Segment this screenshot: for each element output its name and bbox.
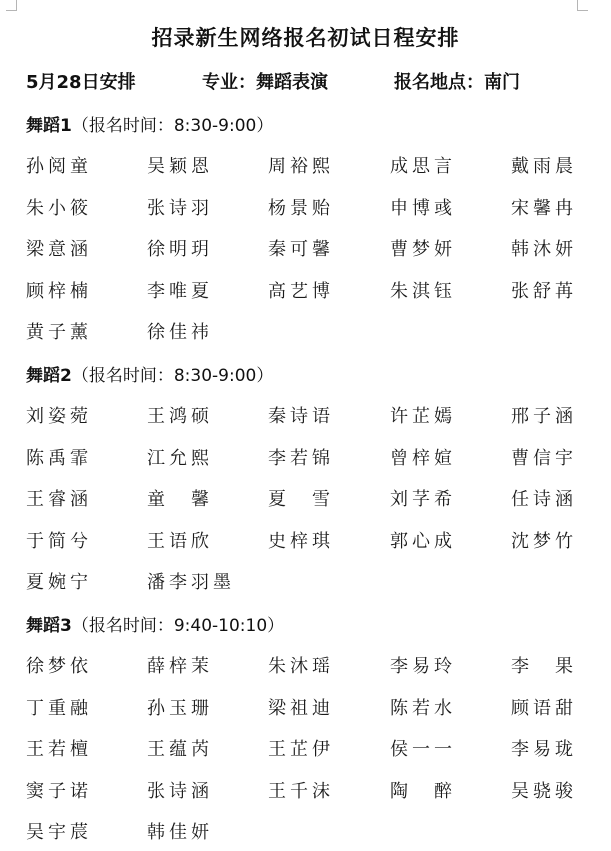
student-name: 王若檀 — [26, 739, 92, 760]
student-name: 潘李羽墨 — [147, 572, 235, 593]
student-name: 王睿涵 — [26, 489, 92, 510]
student-name: 吴颖恩 — [147, 156, 213, 177]
student-name: 宋馨冉 — [511, 197, 577, 219]
student-name: 徐佳祎 — [147, 322, 213, 343]
student-name: 徐明玥 — [147, 239, 213, 260]
document-title: 招录新生网络报名初试日程安排 — [151, 25, 460, 50]
student-name: 夏婉宁 — [26, 572, 92, 593]
student-name: 韩佳妍 — [147, 822, 213, 843]
student-name: 曹信宇 — [511, 447, 577, 469]
student-name: 朱沐瑶 — [268, 656, 334, 677]
student-name: 高艺博 — [268, 280, 334, 302]
student-name: 童 馨 — [147, 489, 213, 510]
student-name: 江允熙 — [147, 447, 213, 469]
student-name: 陈若水 — [390, 697, 456, 719]
student-name: 张诗涵 — [147, 780, 213, 802]
student-name: 李若锦 — [268, 447, 334, 469]
student-name: 顾语甜 — [511, 697, 577, 719]
student-name: 陈禹霏 — [26, 447, 92, 469]
section-heading-time: （报名时间：8:30-9:00） — [71, 366, 274, 386]
student-name: 杨景贻 — [268, 197, 334, 219]
student-name: 徐梦依 — [26, 656, 92, 677]
student-name: 王千沫 — [268, 780, 334, 802]
student-name: 吴骁骏 — [511, 780, 577, 802]
section-heading-label: 舞蹈3 — [26, 616, 72, 636]
student-name: 秦诗语 — [268, 406, 334, 427]
student-name: 王蕴芮 — [147, 739, 213, 760]
student-name: 梁意涵 — [26, 239, 92, 260]
student-name: 任诗涵 — [511, 489, 577, 510]
section-heading-label: 舞蹈2 — [26, 366, 72, 386]
student-name: 孙玉珊 — [147, 697, 213, 719]
student-name: 吴宇莀 — [26, 822, 92, 843]
schedule-place: 报名地点：南门 — [394, 72, 520, 93]
student-name: 周裕熙 — [268, 156, 334, 177]
student-name: 李易珑 — [511, 739, 577, 760]
student-name: 李唯夏 — [147, 280, 213, 302]
student-name: 李易玲 — [390, 656, 456, 677]
section-heading — [26, 611, 284, 636]
student-name: 曹梦妍 — [390, 239, 456, 260]
student-name: 顾梓楠 — [26, 280, 92, 302]
student-name: 朱小筱 — [26, 197, 92, 219]
student-name: 黄子薰 — [26, 322, 92, 343]
section-heading — [26, 361, 273, 386]
student-name: 曾梓媗 — [390, 447, 456, 469]
student-name: 李 果 — [511, 656, 577, 677]
student-name: 窦子诺 — [26, 780, 92, 802]
student-name: 刘姿菀 — [26, 406, 92, 427]
student-name: 韩沐妍 — [511, 239, 577, 260]
section-heading-label: 舞蹈1 — [26, 116, 72, 136]
student-name: 夏 雪 — [268, 489, 334, 510]
student-name: 孙阅童 — [26, 156, 92, 177]
student-name: 史梓琪 — [268, 530, 334, 552]
student-name: 王鸿硕 — [147, 406, 213, 427]
student-name: 刘芓希 — [390, 489, 456, 510]
student-name: 张舒苒 — [511, 280, 577, 302]
section-heading-time: （报名时间：9:40-10:10） — [71, 616, 285, 636]
student-name: 朱淇钰 — [390, 280, 456, 302]
section-heading — [26, 111, 273, 136]
student-name: 陶 醉 — [390, 780, 456, 802]
student-name: 许芷嫣 — [390, 406, 456, 427]
student-name: 戴雨晨 — [511, 156, 577, 177]
student-name: 丁重融 — [26, 697, 92, 719]
schedule-major: 专业：舞蹈表演 — [202, 72, 328, 93]
student-name: 梁祖迪 — [268, 697, 334, 719]
student-name: 王语欣 — [147, 530, 213, 552]
student-name: 沈梦竹 — [511, 530, 577, 552]
student-name: 王芷伊 — [268, 739, 334, 760]
student-name: 秦可馨 — [268, 239, 334, 260]
section-heading-time: （报名时间：8:30-9:00） — [71, 116, 274, 136]
student-name: 成思言 — [390, 156, 456, 177]
student-name: 邢子涵 — [511, 406, 577, 427]
student-name: 于简兮 — [26, 530, 92, 552]
student-name: 张诗羽 — [147, 197, 213, 219]
student-name: 薛梓茉 — [147, 656, 213, 677]
student-name: 侯一一 — [390, 739, 456, 760]
page-corner-mark-left — [6, 0, 17, 11]
student-name: 郭心成 — [390, 530, 456, 552]
schedule-date: 5月28日安排 — [26, 72, 136, 93]
student-name: 申博彧 — [390, 197, 456, 219]
page-corner-mark-right — [577, 0, 588, 11]
